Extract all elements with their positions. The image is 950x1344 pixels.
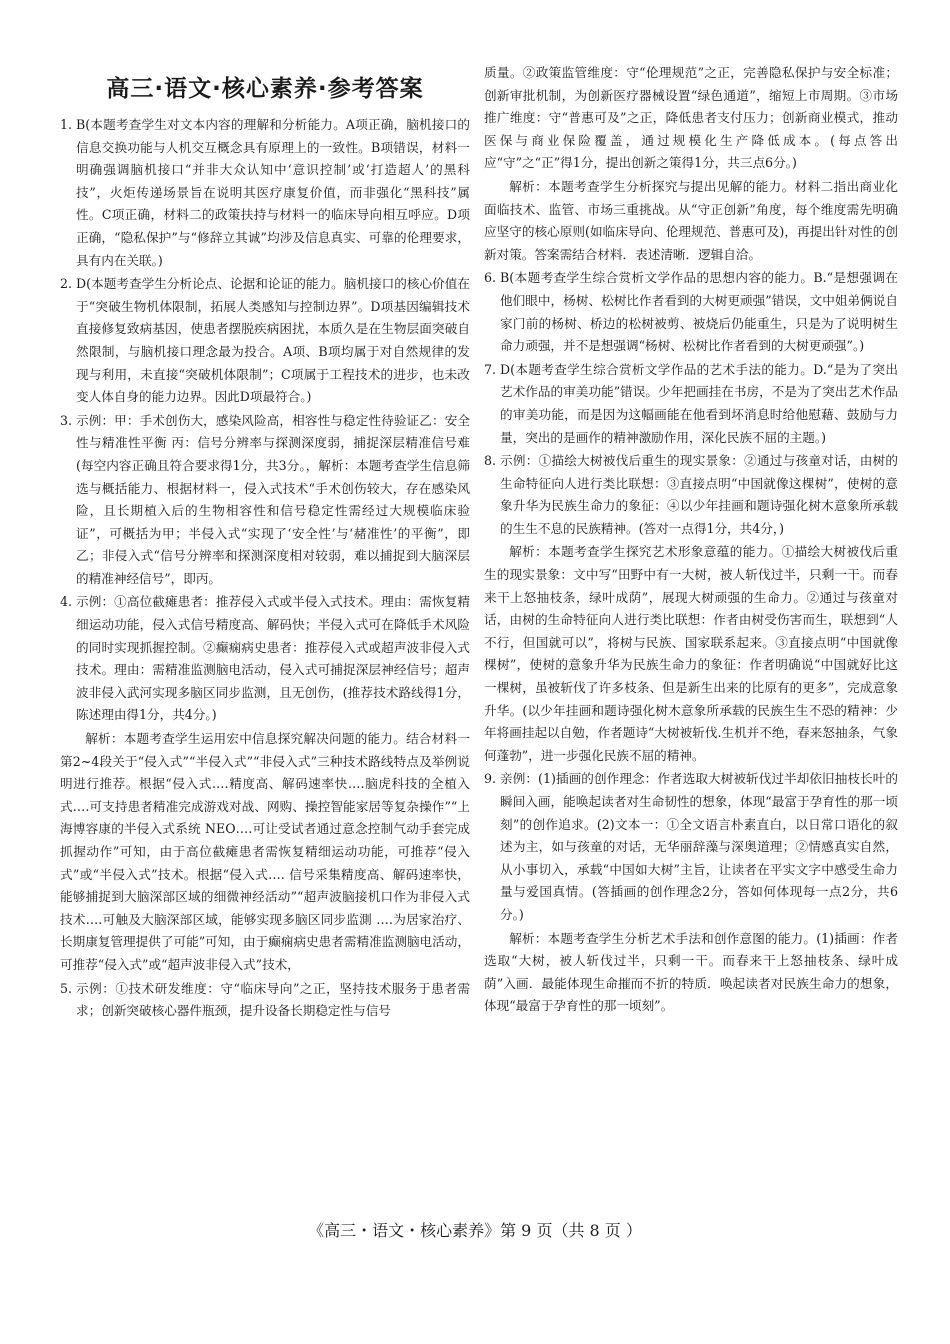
item-number: 5. xyxy=(60,980,73,996)
item-text: 示例：①高位截瘫患者：推荐侵入式或半侵入式技术。理由：需恢复精细运动功能，侵入式信号精度高、解码快；半侵入式可在降低手术风险的同时实现抓握控制。②癫痫病史患者：推荐侵入式或超声波非侵入式技术。理由：需精准监测脑电活动，侵入式可捕捉深层神经信号；超声波非侵入武河实现多脑区同步监测，且无创伤，(推荐技术路线得1分，陈述理由得1分，共4分。) xyxy=(76,594,470,723)
item-number: 7. xyxy=(484,361,497,377)
item-text: 示例：甲：手术创伤大，感染风险高，相容性与稳定性待验证乙：安全性与精准性平衡 丙：信号分辨率与探测深度弱，捕捉深层精准信号难(每空内容正确且符合要求得1分，共3分。，解析：本题考查学生信息筛选与概括能力、根据材料一，侵入式技术“手术创伤较大，存在感染风险，且长期植入后的生物相容性和信号稳定性需经过大规模临床验证”，可概括为甲；半侵入式“实现了‘安全性’与‘赭准性’的平衡”，即乙；非侵入式“信号分辨率和探测深度相对较弱，难以捕捉到大脑深层的精准神经信号”，即丙。 xyxy=(76,412,470,586)
page-footer: 《高三・语文・核心素养》第 9 页（共 8 页 ） xyxy=(308,1221,642,1240)
right-column xyxy=(484,62,898,1019)
item-text: 亲例：(1)插画的创作理念：作者选取大树被斩伐过半却依旧抽枝长叶的瞬间入画，能唤起读者对生命韧性的想象，体现“最富于孕育性的那一顷刻”的创作追求。(2)文本一：①全文语言朴素直白，以日常口语化的叙述为主，如与孩童的对话，无华丽辞藻与深奥道理；②情感真实自然，从小事切入，承载“中国如大树”主旨，让读者在平实文字中感受生命力量与爱国真情。(答插画的创作理念2分，答如何体现每一点2分，共6分。) xyxy=(500,771,898,922)
answer-item xyxy=(60,410,470,591)
item-text: D(本题考查学生分析论点、论据和论证的能力。脑机接口的核心价值在于“突破生物机体限制，拓展人类感知与控制边界”。D项基因编辑技术直接修复致病基因，使患者摆脱疾病困扰，本质久是在生物层面突破自然限制，与脑机接口理念最为投合。A项、B项均属于对自然规律的发现与利用，未直接“突破机体限制”；C项属于工程技术的进步，也未改变人体自身的能力边界。因此D项最符合。) xyxy=(76,276,470,405)
answer-item xyxy=(484,450,898,540)
page-title: 高三·语文·核心素养·参考答案 xyxy=(106,76,424,102)
item-number: 4. xyxy=(60,594,73,610)
item-text: B(本题考查学生对文本内容的理解和分析能力。A项正确，脑机接口的信息交换功能与人机交互概念具有原理上的一致性。B项错误，材料一明确强调脑机接口“并非大众认知中‘意识控制’或‘打造超人’的黑科技”，火炬传递场景旨在说明其医疗康复价值，而非强化“黑科技”属性。C项正确，材料二的政策扶持与材料一的临床导向相互呼应。D项正确，“隐私保护”与“修辞立其诚”均涉及信息真实、可靠的伦理要求，具有内在关联。) xyxy=(76,117,470,268)
item-text: B(本题考查学生综合赏析文学作品的思想内容的能力。B.“是想强调在他们眼中，杨树、松树比作者看到的大树更顽强”错误，文中姐弟俩说自家门前的杨树、桥边的松树被剪、被烧后仍能重生，只是为了说明树生命力顽强，并不是想强调“杨树、松树比作者看到的大树更顽强”。) xyxy=(500,270,898,354)
item-number: 8. xyxy=(484,453,497,469)
item-number: 3. xyxy=(60,412,73,428)
item-number: 6. xyxy=(484,270,497,286)
answer-item xyxy=(484,768,898,926)
item-text: 示例：①描绘大树被伐后重生的现实景象：②通过与孩童对话，由树的生命特征向人进行类比联想：③直接点明“中国就像这棵树”，使树的意象升华为民族生命力的象征：④以少年挂画和题诗强化树木意象所承载的生生不息的民族精神。(答对一点得1分，共4分，) xyxy=(500,453,898,536)
left-items xyxy=(60,114,470,1023)
item-number: 2. xyxy=(60,276,73,292)
answer-item xyxy=(484,267,898,357)
analysis-paragraph: 解析：本题考查学生分析艺术手法和创作意图的能力。(1)插画：作者选取“大树，被人斩伐过半，只剩一干。而春来干上怒抽枝条、绿叶成荫”入画．最能体现生命摧而不折的特质．唤起读者对民族生命力的想象，体现“最富于孕育性的那一顷刻”。 xyxy=(484,930,898,1014)
right-items xyxy=(484,62,898,1018)
answer-item xyxy=(60,273,470,409)
answer-item xyxy=(484,359,898,449)
analysis-paragraph: 解析：本题考查学生分析探究与提出见解的能力。材料二指出商业化面临技术、监管、市场三重挑战。从“守正创新”角度，每个维度需先明确应坚守的核心原则(如临床导向、伦理规范、普惠可及)，再提出针对性的创新对策。答案需结合材料．表述清晰．逻辑自洽。 xyxy=(484,178,898,262)
answer-item xyxy=(60,591,470,727)
item-number: 1. xyxy=(60,117,73,132)
answer-item xyxy=(60,114,470,272)
item-text: 示例：①技术研发维度：守“临床导向”之正，坚持技术服务于患者需求；创新突破核心器件瓶颈，提升设备长期稳定性与信号 xyxy=(76,980,470,1019)
item-text: D(本题考查学生综合赏析文学作品的艺术手法的能力。D.“是为了突出艺术作品的审美功能”错误。少年把画挂在书房，不是为了突出艺术作品的审美功能，而是因为这幅画能在他看到坏消息时给他慰藉、鼓励与力量，突出的是画作的精神激励作用，深化民族不屈的主题。) xyxy=(500,361,898,445)
analysis-paragraph: 解析：本题考查学生探究艺术形象意蕴的能力。①描绘大树被伐后重生的现实景象：文中写“田野中有一大树，被人斩伐过半，只剩一干。而春来干上怒抽枝条，绿叶成荫”，展现大树顽强的生命力。②通过与孩童对话，由树的生命特征向人进行类比联想：作者由树受伤害而生，联想到“人不行，但国就可以”，将树与民族、国家联系起来。③直接点明“中国就像棵树”，使树的意象升华为民族生命力的象征：作者明确说“中国就好比这一棵树，虽被斩伐了许多枝条、但是新生出来的比原有的更多”，完成意象升华。(以少年挂画和题诗强化树木意象所承载的民族生生不恐的精神：少年将画挂起以自勉，作者题诗“大树被斩伐.生机并不绝，春来怒抽条，气象何蓬勃”，进一步强化民族不屈的精神。 xyxy=(484,544,898,763)
answer-item xyxy=(484,62,898,175)
left-column xyxy=(60,62,470,1024)
item-text: 质量。②政策监管维度：守“伦理规范”之正，完善隐私保护与安全标准；创新审批机制，为创新医疗器械设置“绿色通道”，缩短上市周期。③市场推广维度：守“普惠可及”之正，降低患者支付压力；创新商业模式，推动医保与商业保险覆盖，通过规模化生产降低成本。(每点答出应“守”之“正”得1分，提出创新之策得1分，共三点6分。) xyxy=(484,65,898,171)
answer-item xyxy=(60,978,470,1023)
item-number: 9. xyxy=(484,771,497,787)
analysis-paragraph: 解析：本题考查学生运用宏中信息探究解决问题的能力。结合材料一第2~4段关于“侵入式”“半侵入式”“非侵入式”三种技术路线特点及举例说明进行推荐。根据“侵入式‥‥精度高、解码速率快‥‥脑虎科技的全植入式‥‥可支持患者精准完成游戏对战、网购、操控智能家居等复杂操作”“上海博容康的半侵入式系统 NEO‥‥可让受试者通过意念控制气动手套完成抓握动作”可知，由于高位截瘫患者需恢复精细运动功能，可推荐“侵入式”或“半侵入式”技术。根据“侵入式‥‥ 信号采集精度高、解码速率快，能够捕捉到大脑深部区域的细微神经活动”“超声波脑接机口作为非侵入式技术‥‥可触及大脑深部区域，能够实现多脑区同步监測 ‥‥为居家治疗、长期康复管理提供了可能”可知，由于癫痫病史患者需精准监测脑电活动，可推荐“侵入式”或“超声波非侵入式”技术， xyxy=(60,731,470,972)
